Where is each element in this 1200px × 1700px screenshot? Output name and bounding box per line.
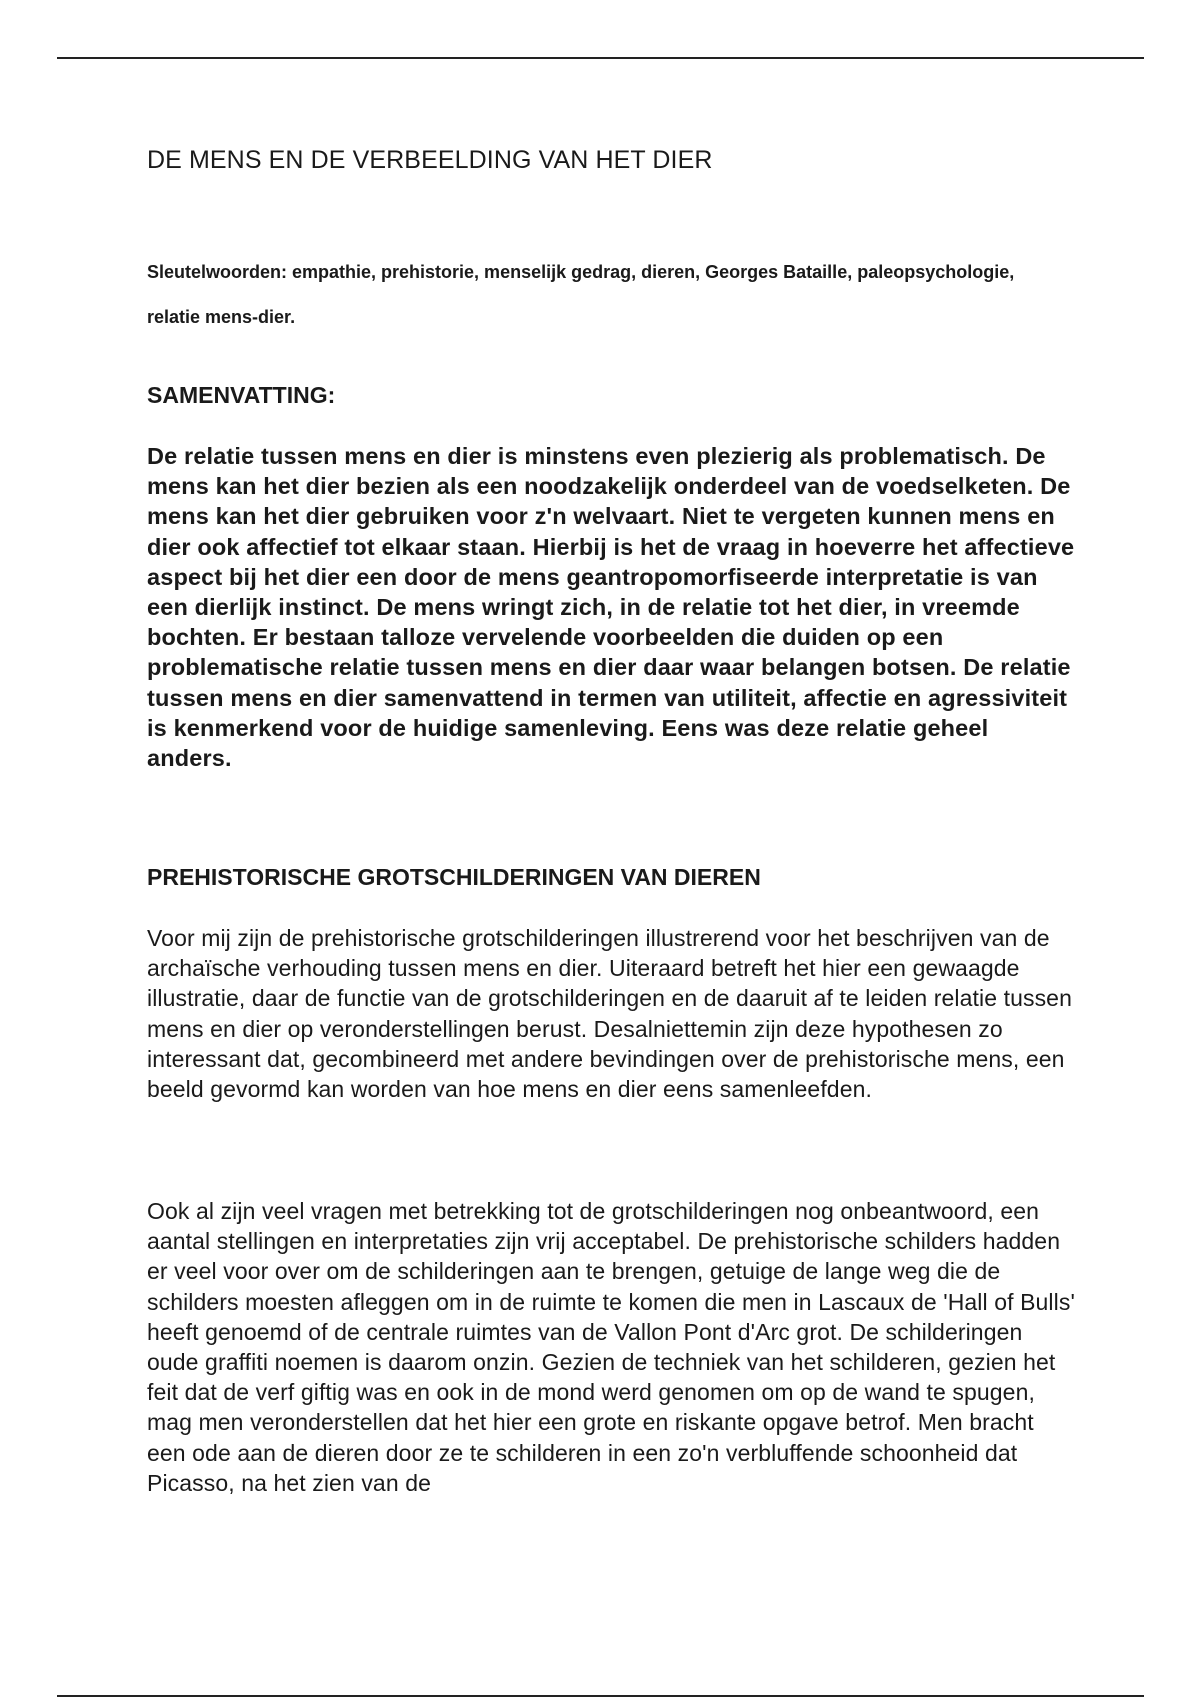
section-heading: PREHISTORISCHE GROTSCHILDERINGEN VAN DIEREN — [147, 864, 761, 890]
bottom-rule — [57, 1695, 1144, 1697]
top-rule — [57, 57, 1144, 59]
keywords: Sleutelwoorden: empathie, prehistorie, menselijk gedrag, dieren, Georges Bataille, paleopsychologie, relatie mens-dier. — [147, 262, 1015, 327]
summary-text: De relatie tussen mens en dier is minstens even plezierig als problematisch. De mens kan het dier bezien als een noodzakelijk onderdeel van de voedselketen. De mens kan het dier gebruiken voor z'n welvaart. Niet te vergeten kunnen mens en dier ook affectief tot elkaar staan. Hierbij is het de vraag in hoeverre het affectieve aspect bij het dier een door de mens geantropomorfiseerde interpretatie is van een dierlijk instinct. De mens wringt zich, in de relatie tot het dier, in vreemde bochten. Er bestaan talloze vervelende voorbeelden die duiden op een problematische relatie tussen mens en dier daar waar belangen botsen. De relatie tussen mens en dier samenvattend in termen van utiliteit, affectie en agressiviteit is kenmerkend voor de huidige samenleving. Eens was deze relatie geheel anders. — [147, 443, 1075, 772]
summary-heading: SAMENVATTING: — [147, 382, 336, 408]
body-paragraph-1: Voor mij zijn de prehistorische grotschilderingen illustrerend voor het beschrijven van de archaïsche verhouding tussen mens en dier. Uiteraard betreft het hier een gewaagde illustratie, daar de functie van de grotschilderingen en de daaruit af te leiden relatie tussen mens en dier op veronderstellingen berust. Desalniettemin zijn deze hypothesen zo interessant dat, gecombineerd met andere bevindingen over de prehistorische mens, een beeld gevormd kan worden van hoe mens en dier eens samenleefden. — [147, 925, 1072, 1103]
body-paragraph-2: Ook al zijn veel vragen met betrekking tot de grotschilderingen nog onbeantwoord, een aantal stellingen en interpretaties zijn vrij acceptabel. De prehistorische schilders hadden er veel voor over om de schilderingen aan te brengen, getuige de lange weg die de schilders moesten afleggen om in de ruimte te komen die men in Lascaux de 'Hall of Bulls' heeft genoemd of de centrale ruimtes van de Vallon Pont d'Arc grot. De schilderingen oude graffiti noemen is daarom onzin. Gezien de techniek van het schilderen, gezien het feit dat de verf giftig was en ook in de mond werd genomen om op de wand te spugen, mag men veronderstellen dat het hier een grote en riskante opgave betrof. Men bracht een ode aan de dieren door ze te schilderen in een zo'n verbluffende schoonheid dat Picasso, na het zien van de — [147, 1198, 1075, 1496]
document-title: DE MENS EN DE VERBEELDING VAN HET DIER — [147, 146, 713, 174]
